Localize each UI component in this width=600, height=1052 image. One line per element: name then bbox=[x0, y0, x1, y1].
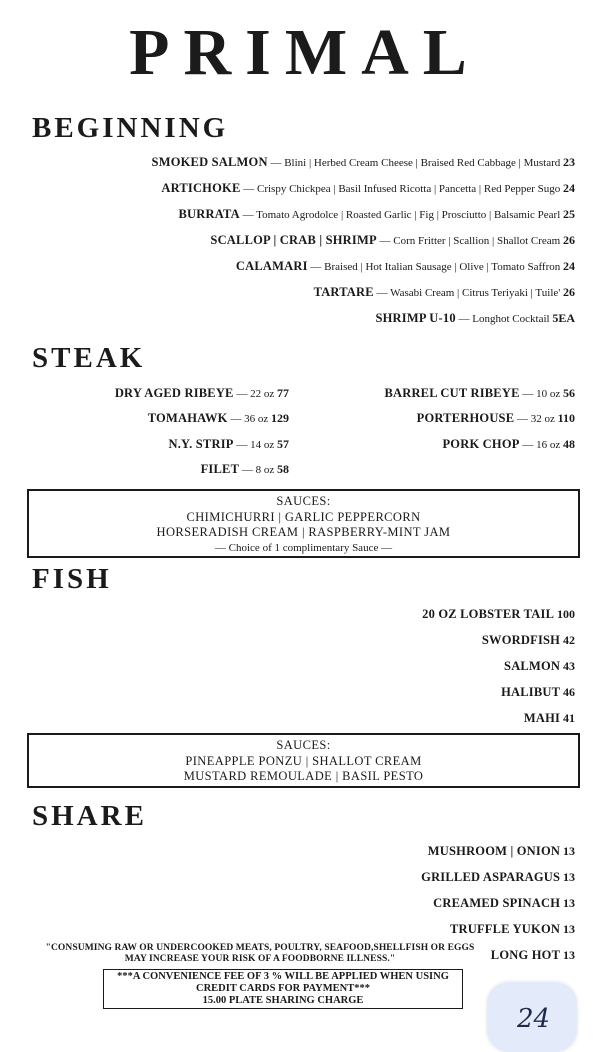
item-weight: — 16 oz bbox=[519, 439, 563, 451]
menu-item bbox=[504, 659, 575, 674]
menu-item bbox=[210, 233, 575, 248]
item-price: 24 bbox=[563, 181, 575, 195]
item-price: 77 bbox=[277, 386, 289, 400]
item-description: — Longhot Cocktail bbox=[455, 313, 553, 325]
item-name: SHRIMP U-10 bbox=[375, 311, 456, 325]
item-price: 56 bbox=[563, 386, 575, 400]
item-price: 41 bbox=[563, 711, 575, 725]
item-name: TOMAHAWK bbox=[147, 411, 228, 425]
sauces-heading: SAUCES: bbox=[276, 494, 331, 508]
item-name: SALMON bbox=[504, 659, 561, 673]
item-description: — Blini | Herbed Cream Cheese | Braised Red Cabbage | Mustard bbox=[267, 157, 563, 169]
item-description: — Tomato Agrodolce | Roasted Garlic | Fig | Prosciutto | Balsamic Pearl bbox=[239, 209, 563, 221]
item-name: BARREL CUT RIBEYE bbox=[384, 386, 520, 400]
fish-sauces-box bbox=[27, 733, 580, 788]
menu-item bbox=[201, 462, 289, 477]
menu-item bbox=[179, 207, 575, 222]
item-description: — Crispy Chickpea | Basil Infused Ricotta | Pancetta | Red Pepper Sugo bbox=[240, 183, 563, 195]
item-price: 42 bbox=[563, 633, 575, 647]
item-description: — Corn Fritter | Scallion | Shallot Cream bbox=[376, 235, 563, 247]
item-weight: — 8 oz bbox=[239, 464, 277, 476]
menu-item bbox=[169, 437, 290, 452]
item-price: 24 bbox=[563, 259, 575, 273]
item-name: SWORDFISH bbox=[481, 633, 561, 647]
item-price: 13 bbox=[563, 948, 575, 962]
convenience-fee-notice bbox=[103, 969, 463, 1009]
item-name: TARTARE bbox=[313, 285, 374, 299]
fee-line: ***A CONVENIENCE FEE OF 3 % WILL BE APPLIED WHEN USING bbox=[117, 971, 449, 982]
item-name: PORTERHOUSE bbox=[416, 411, 515, 425]
menu-item bbox=[450, 922, 575, 937]
menu-item bbox=[314, 285, 575, 300]
item-price: 13 bbox=[563, 870, 575, 884]
item-price: 43 bbox=[563, 659, 575, 673]
menu-item bbox=[152, 155, 575, 170]
item-description: — Braised | Hot Italian Sausage | Olive | Tomato Saffron bbox=[307, 261, 563, 273]
menu-item bbox=[442, 437, 575, 452]
food-safety-disclaimer bbox=[40, 943, 480, 965]
menu-item bbox=[417, 411, 575, 426]
menu-item bbox=[491, 948, 575, 963]
item-name: SMOKED SALMON bbox=[151, 155, 268, 169]
item-price: 13 bbox=[563, 922, 575, 936]
item-price: 100 bbox=[557, 607, 575, 621]
section-heading-beginning: BEGINNING bbox=[32, 112, 229, 144]
item-price: 25 bbox=[563, 207, 575, 221]
item-weight: — 10 oz bbox=[519, 388, 563, 400]
menu-item bbox=[421, 870, 575, 885]
item-price: 58 bbox=[277, 462, 289, 476]
item-name: BURRATA bbox=[178, 207, 240, 221]
item-weight: — 36 oz bbox=[227, 413, 271, 425]
menu-item bbox=[148, 411, 289, 426]
item-weight: — 14 oz bbox=[233, 439, 277, 451]
fee-line: CREDIT CARDS FOR PAYMENT*** bbox=[196, 983, 370, 994]
item-price: 46 bbox=[563, 685, 575, 699]
item-price: 13 bbox=[563, 896, 575, 910]
item-description: — Wasabi Cream | Citrus Teriyaki | Tuile' bbox=[373, 287, 563, 299]
menu-item bbox=[433, 896, 575, 911]
disclaimer-line: "CONSUMING RAW OR UNDERCOOKED MEATS, POULTRY, SEAFOOD,SHELLFISH OR EGGS bbox=[45, 943, 475, 953]
item-price: 48 bbox=[563, 437, 575, 451]
item-name: SCALLOP | CRAB | SHRIMP bbox=[210, 233, 377, 247]
item-name: DRY AGED RIBEYE bbox=[114, 386, 234, 400]
item-name: ARTICHOKE bbox=[161, 181, 241, 195]
sauces-line: PINEAPPLE PONZU | SHALLOT CREAM bbox=[185, 753, 422, 768]
menu-item bbox=[161, 181, 575, 196]
section-heading-share: SHARE bbox=[32, 800, 147, 832]
item-weight: — 22 oz bbox=[233, 388, 277, 400]
menu-item bbox=[115, 386, 289, 401]
item-name: TRUFFLE YUKON bbox=[449, 922, 561, 936]
item-name: CREAMED SPINACH bbox=[433, 896, 561, 910]
item-name: CALAMARI bbox=[235, 259, 308, 273]
item-name: MAHI bbox=[523, 711, 561, 725]
item-name: LONG HOT bbox=[490, 948, 561, 962]
item-price: 23 bbox=[563, 155, 575, 169]
sauces-heading: SAUCES: bbox=[276, 738, 331, 752]
badge-text: 24 bbox=[517, 1004, 551, 1034]
menu-item bbox=[384, 386, 575, 401]
item-price: 57 bbox=[277, 437, 289, 451]
item-price: 26 bbox=[563, 285, 575, 299]
item-name: 20 OZ LOBSTER TAIL bbox=[422, 607, 555, 621]
item-price: 26 bbox=[563, 233, 575, 247]
item-price: 13 bbox=[563, 844, 575, 858]
sauces-note: — Choice of 1 complimentary Sauce — bbox=[214, 541, 393, 554]
menu-item bbox=[422, 607, 575, 622]
item-name: HALIBUT bbox=[501, 685, 561, 699]
menu-item bbox=[236, 259, 575, 274]
menu-item bbox=[501, 685, 575, 700]
item-weight: — 32 oz bbox=[514, 413, 558, 425]
menu-item bbox=[524, 711, 575, 726]
menu-item bbox=[482, 633, 575, 648]
floating-badge-button[interactable] bbox=[487, 982, 577, 1052]
sauces-line: CHIMICHURRI | GARLIC PEPPERCORN bbox=[186, 509, 421, 524]
item-name: GRILLED ASPARAGUS bbox=[421, 870, 561, 884]
steak-sauces-box bbox=[27, 489, 580, 558]
disclaimer-line: MAY INCREASE YOUR RISK OF A FOODBORNE ILLNESS." bbox=[124, 954, 396, 964]
item-name: PORK CHOP bbox=[442, 437, 520, 451]
sauces-line: HORSERADISH CREAM | RASPBERRY-MINT JAM bbox=[156, 525, 451, 539]
sauces-line: MUSTARD REMOULADE | BASIL PESTO bbox=[183, 769, 424, 783]
item-name: FILET bbox=[200, 462, 240, 476]
item-price: 129 bbox=[271, 411, 289, 425]
item-name: N.Y. STRIP bbox=[168, 437, 234, 451]
menu-item bbox=[375, 311, 575, 326]
fee-line: 15.00 PLATE SHARING CHARGE bbox=[202, 995, 364, 1006]
section-heading-fish: FISH bbox=[32, 563, 112, 595]
menu-title: PRIMAL bbox=[129, 16, 481, 89]
menu-item bbox=[428, 844, 575, 859]
item-price: 110 bbox=[557, 411, 575, 425]
item-name: MUSHROOM | ONION bbox=[427, 844, 561, 858]
section-heading-steak: STEAK bbox=[32, 342, 146, 374]
item-price: 5EA bbox=[552, 311, 575, 325]
